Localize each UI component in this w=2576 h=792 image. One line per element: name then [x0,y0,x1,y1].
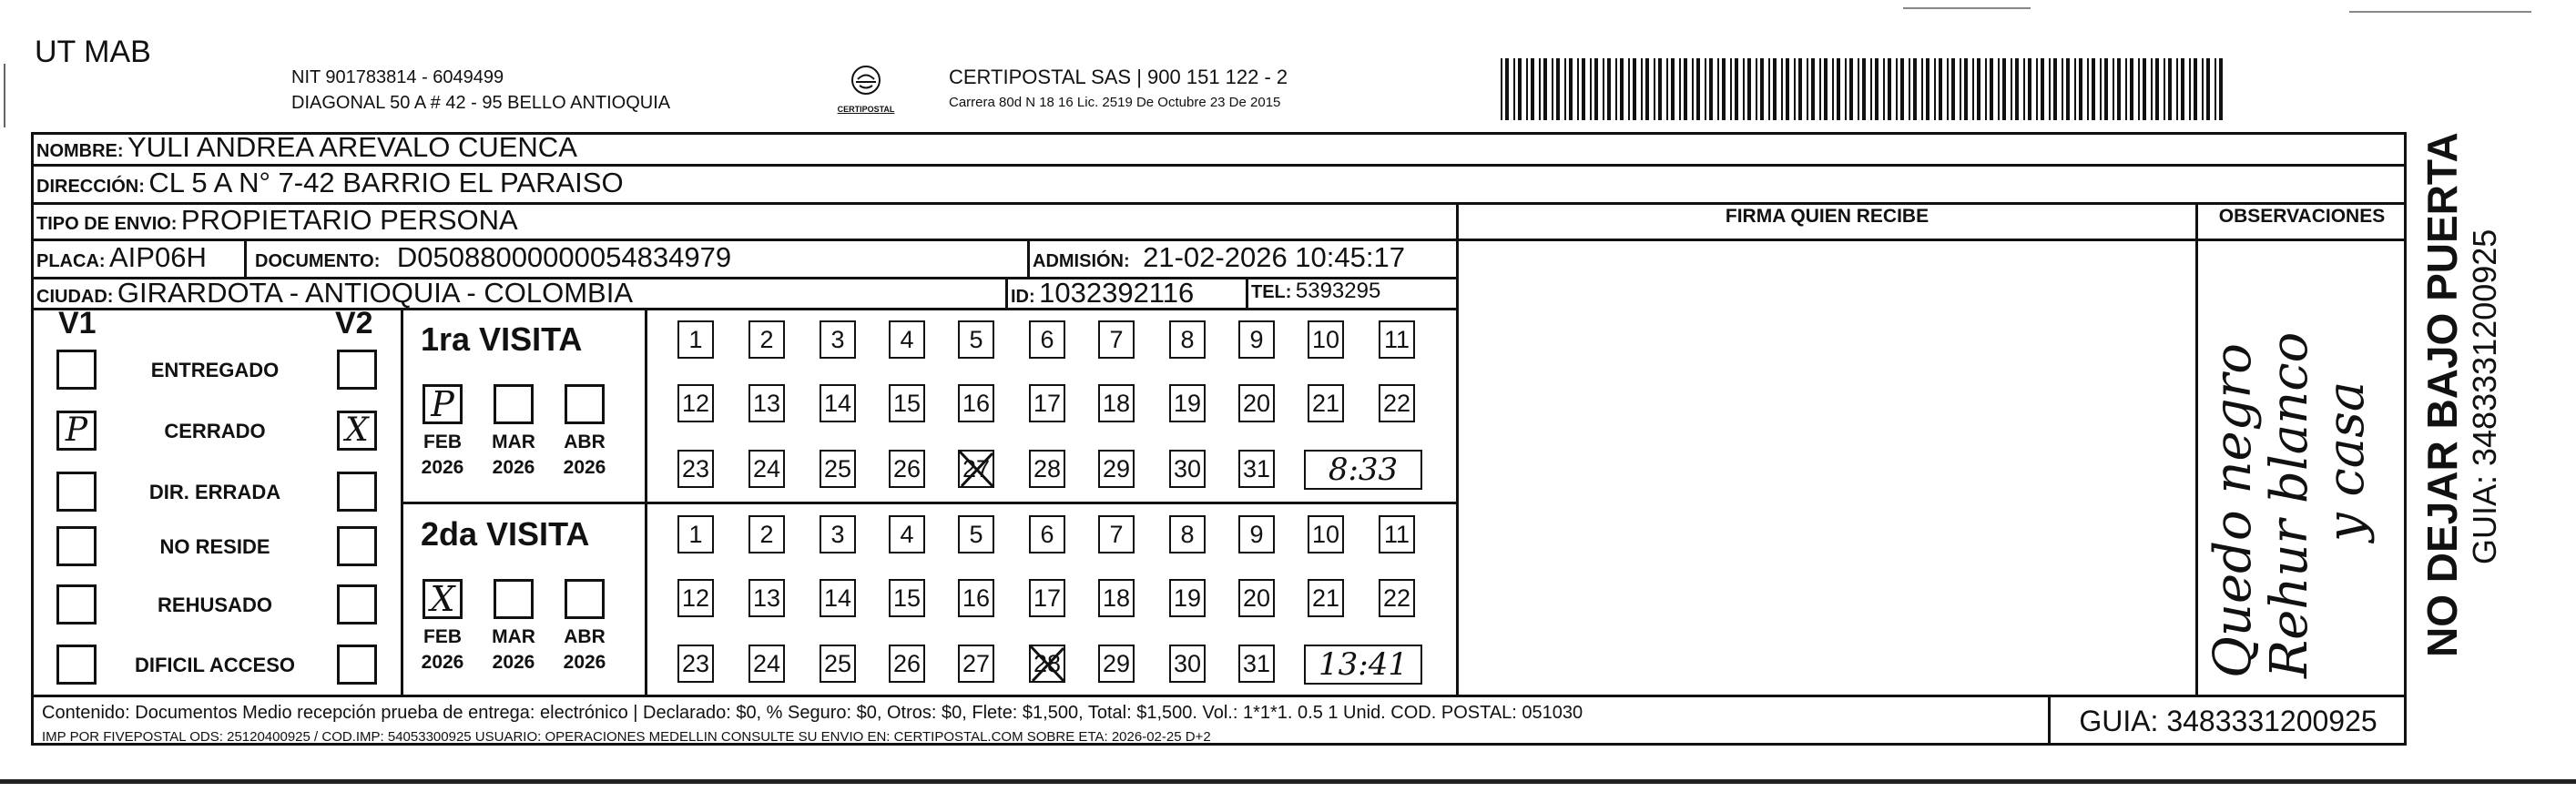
visit-title: 2da VISITA [421,515,590,553]
day-box[interactable]: 16 [958,384,994,422]
tipo-value: PROPIETARIO PERSONA [180,204,518,236]
barcode-bar [1705,58,1706,120]
day-box[interactable]: 29 [1098,645,1135,683]
status-label: DIR. ERRADA [148,481,281,503]
barcode-bar [1603,58,1604,120]
barcode-bar [1990,58,1993,120]
month-name: MAR [492,432,535,452]
observaciones-label: OBSERVACIONES [2218,206,2386,227]
day-box[interactable]: 7 [1098,515,1135,553]
month-name: FEB [423,432,462,452]
barcode-bar [1977,58,1980,120]
day-box[interactable]: 21 [1308,579,1344,617]
logo-caption: CERTIPOSTAL [837,105,895,114]
ciudad-row [36,277,633,310]
day-box[interactable]: 3 [820,515,856,553]
barcode-bar [1577,58,1579,120]
day-box[interactable]: 15 [889,384,925,422]
day-box[interactable]: 6 [1029,320,1065,359]
day-box[interactable]: 16 [958,579,994,617]
barcode-bar [1658,58,1662,120]
month-checkbox[interactable] [565,384,605,424]
day-box[interactable]: 27 [958,450,994,488]
barcode-bar [1722,58,1726,120]
barcode-bar [1849,58,1853,120]
day-box[interactable]: 30 [1169,450,1206,488]
direccion-value: CL 5 A N° 7-42 BARRIO EL PARAISO [148,167,624,198]
barcode-bar [1926,58,1929,120]
observaciones-line: Quedo negro [2204,342,2263,678]
barcode-bar [1671,58,1675,120]
barcode-bar [1832,58,1834,120]
day-box[interactable]: 12 [677,579,714,617]
scan-edge-top-right [2349,11,2531,13]
barcode-bar [1569,58,1573,120]
status-label: NO RESIDE [159,535,270,558]
barcode-bar [2015,58,2019,120]
barcode-bar [2155,58,2159,120]
no-dejar-bajo-puerta: NO DEJAR BAJO PUERTA [2418,132,2466,657]
barcode-bar [2041,58,2044,120]
observaciones-divider [2195,202,2198,696]
side-guia: GUIA: 3483331200925 [2466,228,2503,564]
day-box[interactable]: 29 [1098,450,1135,488]
barcode-bar [2117,58,2121,120]
status-label: REHUSADO [158,594,272,616]
carrier-code: UT MAB [35,35,151,69]
day-box[interactable]: 13 [748,579,785,617]
v1-label: V1 [58,306,97,340]
barcode-bar [1921,58,1923,120]
barcode-bar [1875,58,1879,120]
barcode-bar [1960,58,1961,120]
barcode-bar [1760,58,1764,120]
v2-checkbox[interactable] [337,526,377,566]
visit-divider [401,502,1457,504]
v2-checkbox[interactable] [337,584,377,624]
day-mark-cross [954,446,998,492]
admision-divider [1027,240,1030,277]
barcode-bar [1819,58,1821,120]
day-box[interactable]: 24 [748,645,785,683]
day-mark-cross [1025,641,1069,686]
day-box[interactable]: 31 [1238,645,1275,683]
barcode-bar [1717,58,1719,120]
barcode-bar [1679,58,1681,120]
status-label: CERRADO [164,420,266,442]
day-box[interactable]: 9 [1238,515,1275,553]
day-box[interactable]: 4 [889,320,925,359]
barcode-bar [1696,58,1700,120]
admision-row [1033,241,1405,274]
month-year: 2026 [492,652,535,673]
day-box[interactable]: 19 [1169,579,1206,617]
barcode-bar [1620,58,1624,120]
firma-header-line [1456,239,2407,241]
barcode-bar [1900,58,1904,120]
barcode-bar [1773,58,1777,120]
day-box[interactable]: 31 [1238,450,1275,488]
tel-label: TEL: [1251,282,1292,302]
barcode-bar [2194,58,2197,120]
barcode-bar [1684,58,1687,120]
barcode-bar [1964,58,1968,120]
day-box[interactable]: 18 [1098,384,1135,422]
barcode-bar [2143,58,2146,120]
barcode-bar [2062,58,2063,120]
barcode-bar [1654,58,1655,120]
barcode-bar [2168,58,2172,120]
barcode-bar [1505,58,1509,120]
barcode-bar [1501,58,1502,120]
documento-value: D05088000000054834979 [396,241,732,273]
placa-row [36,241,207,274]
v1-checkbox[interactable] [56,584,97,624]
tipo-label: TIPO DE ENVIO: [36,214,178,234]
signature-area[interactable] [1459,242,2194,694]
barcode-bar [1543,58,1547,120]
admision-label: ADMISIÓN: [1033,251,1130,271]
id-divider [1005,279,1008,309]
barcode-bar [2130,58,2133,120]
tel-divider [1246,279,1248,309]
v1-checkbox[interactable] [56,350,97,390]
barcode-bar [1862,58,1866,120]
barcode-bar [1666,58,1668,120]
barcode-bar [1645,58,1649,120]
barcode-bar [1709,58,1713,120]
barcode-bar [1947,58,1949,120]
barcode-bar [2036,58,2038,120]
barcode-bar [2028,58,2031,120]
firma-label: FIRMA QUIEN RECIBE [1725,206,1929,227]
day-box[interactable]: 20 [1238,579,1275,617]
barcode-bar [1939,58,1942,120]
month-year: 2026 [563,457,606,478]
barcode-bar [1858,58,1859,120]
day-box[interactable]: 28 [1029,645,1065,683]
barcode-bar [1582,58,1585,120]
day-box[interactable]: 11 [1379,320,1415,359]
day-box[interactable]: 25 [820,450,856,488]
observaciones-line: Rehur blanco [2260,331,2319,678]
placa-value: AIP06H [109,241,207,273]
day-box[interactable]: 8 [1169,320,1206,359]
barcode-bar [2066,58,2070,120]
day-box[interactable]: 17 [1029,384,1065,422]
day-box[interactable]: 5 [958,515,994,553]
v2-checkbox[interactable] [337,472,377,512]
footer-contenido: Contenido: Documentos Medio recepción prueba de entrega: electrónico | Declarado: $0, % Seguro: $0, Otros: $0, Flete: $1,500, Total: $1,500. Vol.: 1*1*1. 0.5 1 Unid. COD. POSTAL: 051030 [42,703,1583,723]
barcode-bar [2181,58,2184,120]
id-value: 1032392116 [1039,277,1195,309]
barcode-bar [1513,58,1515,120]
address-line: DIAGONAL 50 A # 42 - 95 BELLO ANTIOQUIA [291,93,671,113]
barcode-bar [1909,58,1910,120]
barcode-bar [1552,58,1553,120]
barcode-bar [1896,58,1898,120]
scan-edge-bottom [0,779,2576,784]
barcode-bar [1615,58,1617,120]
barcode-bar [2219,58,2223,120]
barcode-bar [1934,58,1936,120]
barcode-bar [1564,58,1566,120]
nombre-value: YULI ANDREA AREVALO CUENCA [127,131,577,163]
month-name: MAR [492,626,535,647]
day-box[interactable]: 1 [677,515,714,553]
barcode-bar [1985,58,1987,120]
barcode-bar [1590,58,1592,120]
barcode-bar [1518,58,1522,120]
observaciones-handwritten [2205,259,2388,678]
barcode-bar [2189,58,2191,120]
tipo-row [36,204,518,237]
status-label: DIFICIL ACCESO [134,654,295,676]
month-name: ABR [564,626,606,647]
barcode-bar [2176,58,2178,120]
barcode-bar [1951,58,1955,120]
day-box[interactable]: 25 [820,645,856,683]
barcode-bar [1883,58,1885,120]
barcode-bar [2092,58,2095,120]
visit-time-box[interactable]: 13:41 [1304,645,1422,685]
day-box[interactable]: 22 [1379,579,1415,617]
day-box[interactable]: 23 [677,450,714,488]
status-divider [401,308,403,696]
ciudad-label: CIUDAD: [36,287,114,307]
barcode-bar [2011,58,2012,120]
barcode-bar [1798,58,1802,120]
nombre-label: NOMBRE: [36,141,124,161]
day-box[interactable]: 2 [748,515,785,553]
barcode-bar [2202,58,2204,120]
barcode-bar [1531,58,1534,120]
ciudad-value: GIRARDOTA - ANTIOQUIA - COLOMBIA [117,277,634,309]
barcode-bar [1756,58,1757,120]
day-box[interactable]: 13 [748,384,785,422]
barcode-bar [2074,58,2076,120]
documento-label: DOCUMENTO: [255,251,381,271]
day-box[interactable]: 26 [889,645,925,683]
month-year: 2026 [421,652,464,673]
company-line: CERTIPOSTAL SAS | 900 151 122 - 2 [949,66,1288,88]
barcode-bar [1692,58,1694,120]
day-box[interactable]: 12 [677,384,714,422]
day-box[interactable]: 26 [889,450,925,488]
status-label: ENTREGADO [150,359,280,381]
barcode-bar [2125,58,2127,120]
v1-checkbox[interactable] [56,472,97,512]
barcode-bar [1747,58,1751,120]
barcode-bar [2138,58,2140,120]
barcode-bar [1888,58,1891,120]
barcode-bar [1786,58,1789,120]
day-box[interactable]: 9 [1238,320,1275,359]
day-box[interactable]: 2 [748,320,785,359]
day-box[interactable]: 27 [958,645,994,683]
day-box[interactable]: 15 [889,579,925,617]
barcode-bar [1526,58,1528,120]
nit-line: NIT 901783814 - 6049499 [291,67,504,87]
barcode-bar [2079,58,2082,120]
visit-time-box[interactable]: 8:33 [1304,450,1422,490]
v1-checkbox[interactable] [56,645,97,685]
barcode-bar [2206,58,2210,120]
nombre-row [36,131,577,164]
barcode-bar [1607,58,1611,120]
day-box[interactable]: 20 [1238,384,1275,422]
barcode-bar [1837,58,1840,120]
day-box[interactable]: 21 [1308,384,1344,422]
months-divider [645,308,647,696]
barcode-bar [1824,58,1828,120]
day-box[interactable]: 18 [1098,579,1135,617]
barcode-bar [1998,58,2000,120]
month-checkbox[interactable]: P [423,384,463,424]
month-year: 2026 [563,652,606,673]
barcode-bar [1730,58,1732,120]
barcode-bar [1556,58,1560,120]
barcode-bar [1845,58,1847,120]
barcode-bar [1811,58,1815,120]
day-box[interactable]: 22 [1379,384,1415,422]
id-row [1011,277,1194,310]
month-checkbox[interactable] [565,579,605,619]
observaciones-line: y casa [2316,381,2376,542]
barcode-bar [2164,58,2165,120]
footer-imp-line: IMP POR FIVEPOSTAL ODS: 25120400925 / COD.IMP: 54053300925 USUARIO: OPERACIONES MEDELLIN CONSULTE SU ENVIO EN: CERTIPOSTAL.COM SOBRE ETA: 2026-02-25 D+2 [42,729,1211,745]
month-checkbox[interactable] [494,579,534,619]
barcode-bar [1633,58,1636,120]
v2-label: V2 [335,306,373,340]
v1-checkbox[interactable] [56,526,97,566]
placa-divider [244,240,247,277]
barcode-bar [1641,58,1643,120]
day-box[interactable]: 3 [820,320,856,359]
month-year: 2026 [421,457,464,478]
admision-value: 21-02-2026 10:45:17 [1143,241,1405,273]
barcode-bar [2215,58,2216,120]
day-box[interactable]: 17 [1029,579,1065,617]
barcode-bar [1870,58,1872,120]
day-box[interactable]: 19 [1169,384,1206,422]
visit-title: 1ra VISITA [421,320,583,358]
barcode-bar [1781,58,1783,120]
tel-value: 5393295 [1295,279,1381,303]
barcode-bar [1735,58,1738,120]
barcode-bar [2087,58,2089,120]
month-checkbox[interactable]: X [423,579,463,619]
day-box[interactable]: 28 [1029,450,1065,488]
barcode-bar [2002,58,2006,120]
barcode-bar [1794,58,1796,120]
v2-checkbox[interactable] [337,645,377,685]
certipostal-logo [836,62,896,117]
scan-edge-top [1903,7,2031,9]
id-label: ID: [1011,287,1035,307]
barcode-bar [1628,58,1630,120]
day-box[interactable]: 5 [958,320,994,359]
barcode-bar [1539,58,1541,120]
barcode-bar [2023,58,2025,120]
documento-row [255,241,731,274]
month-name: FEB [423,626,462,647]
barcode-bar [1743,58,1745,120]
day-box[interactable]: 24 [748,450,785,488]
day-box[interactable]: 8 [1169,515,1206,553]
day-box[interactable]: 11 [1379,515,1415,553]
barcode-bar [2104,58,2108,120]
barcode-bar [2053,58,2057,120]
day-box[interactable]: 14 [820,579,856,617]
license-line: Carrera 80d N 18 16 Lic. 2519 De Octubre 23 De 2015 [949,95,1281,110]
barcode-bar [1972,58,1974,120]
barcode [1501,58,2224,120]
placa-label: PLACA: [36,251,106,271]
v1-checkbox[interactable]: P [56,411,97,451]
tel-row [1251,279,1380,304]
direccion-row [36,167,624,199]
barcode-bar [1768,58,1770,120]
direccion-label: DIRECCIÓN: [36,177,145,197]
v2-checkbox[interactable] [337,350,377,390]
day-box[interactable]: 10 [1308,515,1344,553]
day-box[interactable]: 7 [1098,320,1135,359]
month-checkbox[interactable] [494,384,534,424]
scan-edge-left [4,64,5,127]
barcode-bar [2049,58,2051,120]
barcode-bar [1913,58,1917,120]
v2-checkbox[interactable]: X [337,411,377,451]
day-box[interactable]: 14 [820,384,856,422]
month-year: 2026 [492,457,535,478]
day-box[interactable]: 1 [677,320,714,359]
barcode-bar [1594,58,1598,120]
barcode-bar [2151,58,2153,120]
barcode-bar [1807,58,1808,120]
day-box[interactable]: 4 [889,515,925,553]
day-box[interactable]: 30 [1169,645,1206,683]
day-box[interactable]: 23 [677,645,714,683]
day-box[interactable]: 6 [1029,515,1065,553]
barcode-bar [2113,58,2114,120]
footer-guia: GUIA: 3483331200925 [2079,705,2377,737]
month-name: ABR [564,432,606,452]
day-box[interactable]: 10 [1308,320,1344,359]
barcode-bar [2100,58,2102,120]
